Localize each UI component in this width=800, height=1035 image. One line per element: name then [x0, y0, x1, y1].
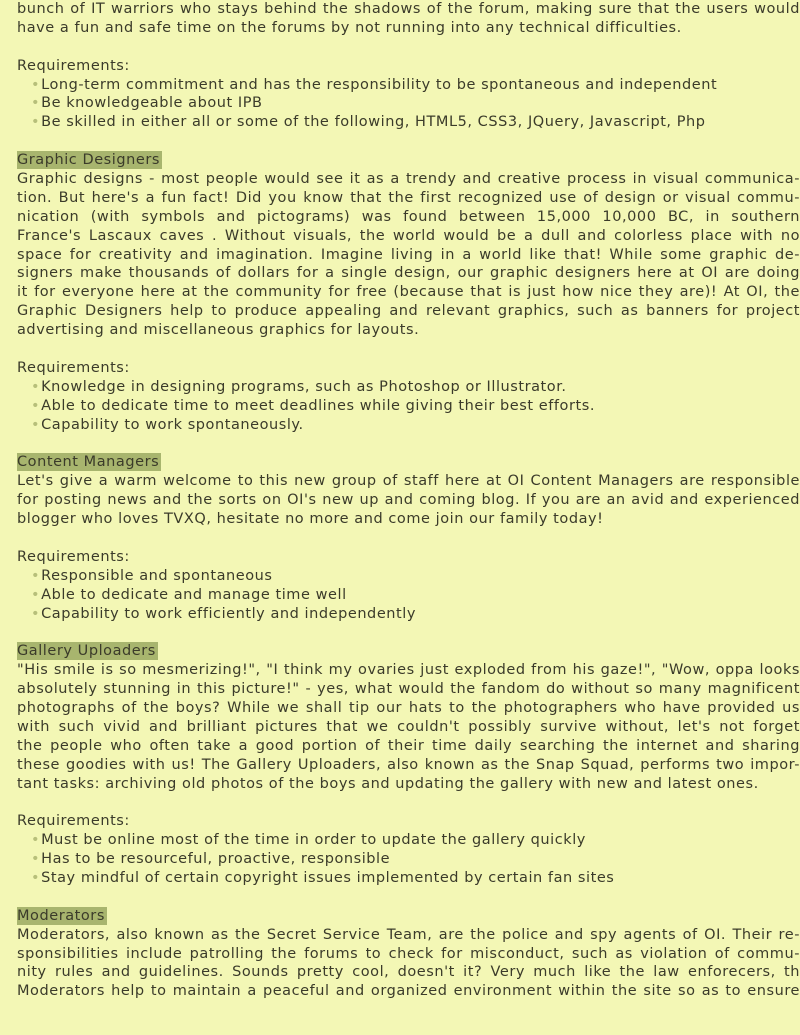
paragraph-line: Graphic designs - most people would see it as a trendy and creative process in visual communica-	[17, 171, 800, 188]
paragraph-line: it for everyone here at the community for free (because that is just how nice they are)! At OI, the	[17, 284, 800, 301]
moderators-paragraph	[17, 926, 800, 1002]
list-item: •Capability to work spontaneously.	[31, 416, 304, 433]
paragraph-line: Graphic Designers help to produce appealing and relevant graphics, such as banners for project	[17, 303, 800, 320]
paragraph-line: with such vivid and brilliant pictures that we couldn't possibly survive without, let's not forget	[17, 718, 800, 735]
paragraph-line: nication (with symbols and pictograms) was found between 15,000 10,000 BC, in southern	[17, 208, 800, 225]
list-item: •Stay mindful of certain copyright issues implemented by certain fan sites	[31, 869, 615, 886]
list-item: •Able to dedicate and manage time well	[31, 586, 347, 603]
paragraph-line: bunch of IT warriors who stays behind the shadows of the forum, making sure that the users would	[17, 1, 800, 17]
paragraph-line: "His smile is so mesmerizing!", "I think my ovaries just exploded from his gaze!", "Wow, oppa looks	[17, 662, 800, 679]
paragraph-line: the people who often take a good portion of their time daily searching the internet and sharing	[17, 737, 800, 754]
bullet-icon: •	[31, 114, 41, 131]
paragraph-line: for posting news and the sorts on OI's new up and coming blog. If you are an avid and experienced	[17, 492, 800, 509]
paragraph-line: space for creativity and imagination. Imagine living in a world like that! While some graphic de-	[17, 246, 800, 263]
bullet-icon: •	[31, 378, 41, 395]
paragraph-line: tion. But here's a fun fact! Did you know that the first recognized use of design or visual commu-	[17, 189, 800, 206]
content-managers-paragraph	[17, 472, 800, 529]
list-item: •Must be online most of the time in order to update the gallery quickly	[31, 832, 586, 849]
graphic-designers-paragraph	[17, 170, 800, 340]
list-item: •Knowledge in designing programs, such as Photoshop or Illustrator.	[31, 378, 567, 395]
bullet-icon: •	[31, 586, 41, 603]
gallery-uploaders-paragraph	[17, 661, 800, 793]
paragraph-line: France's Lascaux caves . Without visuals, the world would be a dull and colorless place with no	[17, 227, 800, 244]
paragraph-line: nity rules and guidelines. Sounds pretty cool, doesn't it? Very much like the law enforecers, th	[17, 964, 800, 981]
section-title-gallery-uploaders: Gallery Uploaders	[17, 643, 156, 660]
paragraph-line: blogger who loves TVXQ, hesitate no more and come join our family today!	[17, 511, 604, 528]
requirements-list	[17, 567, 800, 624]
paragraph-line: signers make thousands of dollars for a single design, our graphic designers here at OI are doing	[17, 265, 800, 282]
bullet-icon: •	[31, 832, 41, 849]
paragraph-line: Moderators, also known as the Secret Service Team, are the police and spy agents of OI. Their re-	[17, 926, 800, 943]
paragraph-line: have a fun and safe time on the forums by not running into any technical difficulties.	[17, 19, 682, 36]
paragraph-line: absolutely stunning in this picture!" - yes, what would the fandom do without so many magnificent	[17, 681, 800, 698]
paragraph-line: advertising and miscellaneous graphics for layouts.	[17, 322, 420, 339]
section-title-moderators: Moderators	[17, 907, 105, 924]
bullet-icon: •	[31, 95, 41, 112]
tech-paragraph	[17, 0, 800, 38]
bullet-icon: •	[31, 76, 41, 93]
paragraph-line: these goodies with us! The Gallery Uploaders, also known as the Snap Squad, performs two impor-	[17, 756, 800, 773]
list-item: •Responsible and spontaneous	[31, 567, 273, 584]
bullet-icon: •	[31, 869, 41, 886]
paragraph-line: photographs of the boys? While we shall tip our hats to the photographers who have provided us	[17, 699, 800, 716]
requirements-list	[17, 76, 800, 133]
bullet-icon: •	[31, 851, 41, 868]
bullet-icon: •	[31, 397, 41, 414]
requirements-list	[17, 831, 800, 888]
requirements-list	[17, 378, 800, 435]
list-item: •Able to dedicate time to meet deadlines while giving their best efforts.	[31, 397, 595, 414]
bullet-icon: •	[31, 416, 41, 433]
section-title-content-managers: Content Managers	[17, 454, 160, 471]
requirements-label: Requirements:	[17, 57, 130, 74]
paragraph-line: Let's give a warm welcome to this new group of staff here at OI Content Managers are responsible	[17, 473, 800, 490]
bullet-icon: •	[31, 567, 41, 584]
requirements-label: Requirements:	[17, 548, 130, 565]
paragraph-line: tant tasks: archiving old photos of the boys and updating the gallery with new and latest ones.	[17, 775, 759, 792]
list-item: •Be skilled in either all or some of the following, HTML5, CSS3, JQuery, Javascript, Php	[31, 114, 706, 131]
paragraph-line: sponsibilities include patrolling the forums to check for misconduct, such as violation of commu-	[17, 945, 800, 962]
paragraph-line: Moderators help to maintain a peaceful and organized environment within the site so as to ensure	[17, 983, 800, 1000]
requirements-label: Requirements:	[17, 359, 130, 376]
list-item: •Long-term commitment and has the responsibility to be spontaneous and independent	[31, 76, 718, 93]
requirements-label: Requirements:	[17, 813, 130, 830]
list-item: •Capability to work efficiently and independently	[31, 605, 416, 622]
list-item: •Has to be resourceful, proactive, responsible	[31, 851, 391, 868]
list-item: •Be knowledgeable about IPB	[31, 95, 263, 112]
section-title-graphic-designers: Graphic Designers	[17, 152, 160, 169]
bullet-icon: •	[31, 605, 41, 622]
